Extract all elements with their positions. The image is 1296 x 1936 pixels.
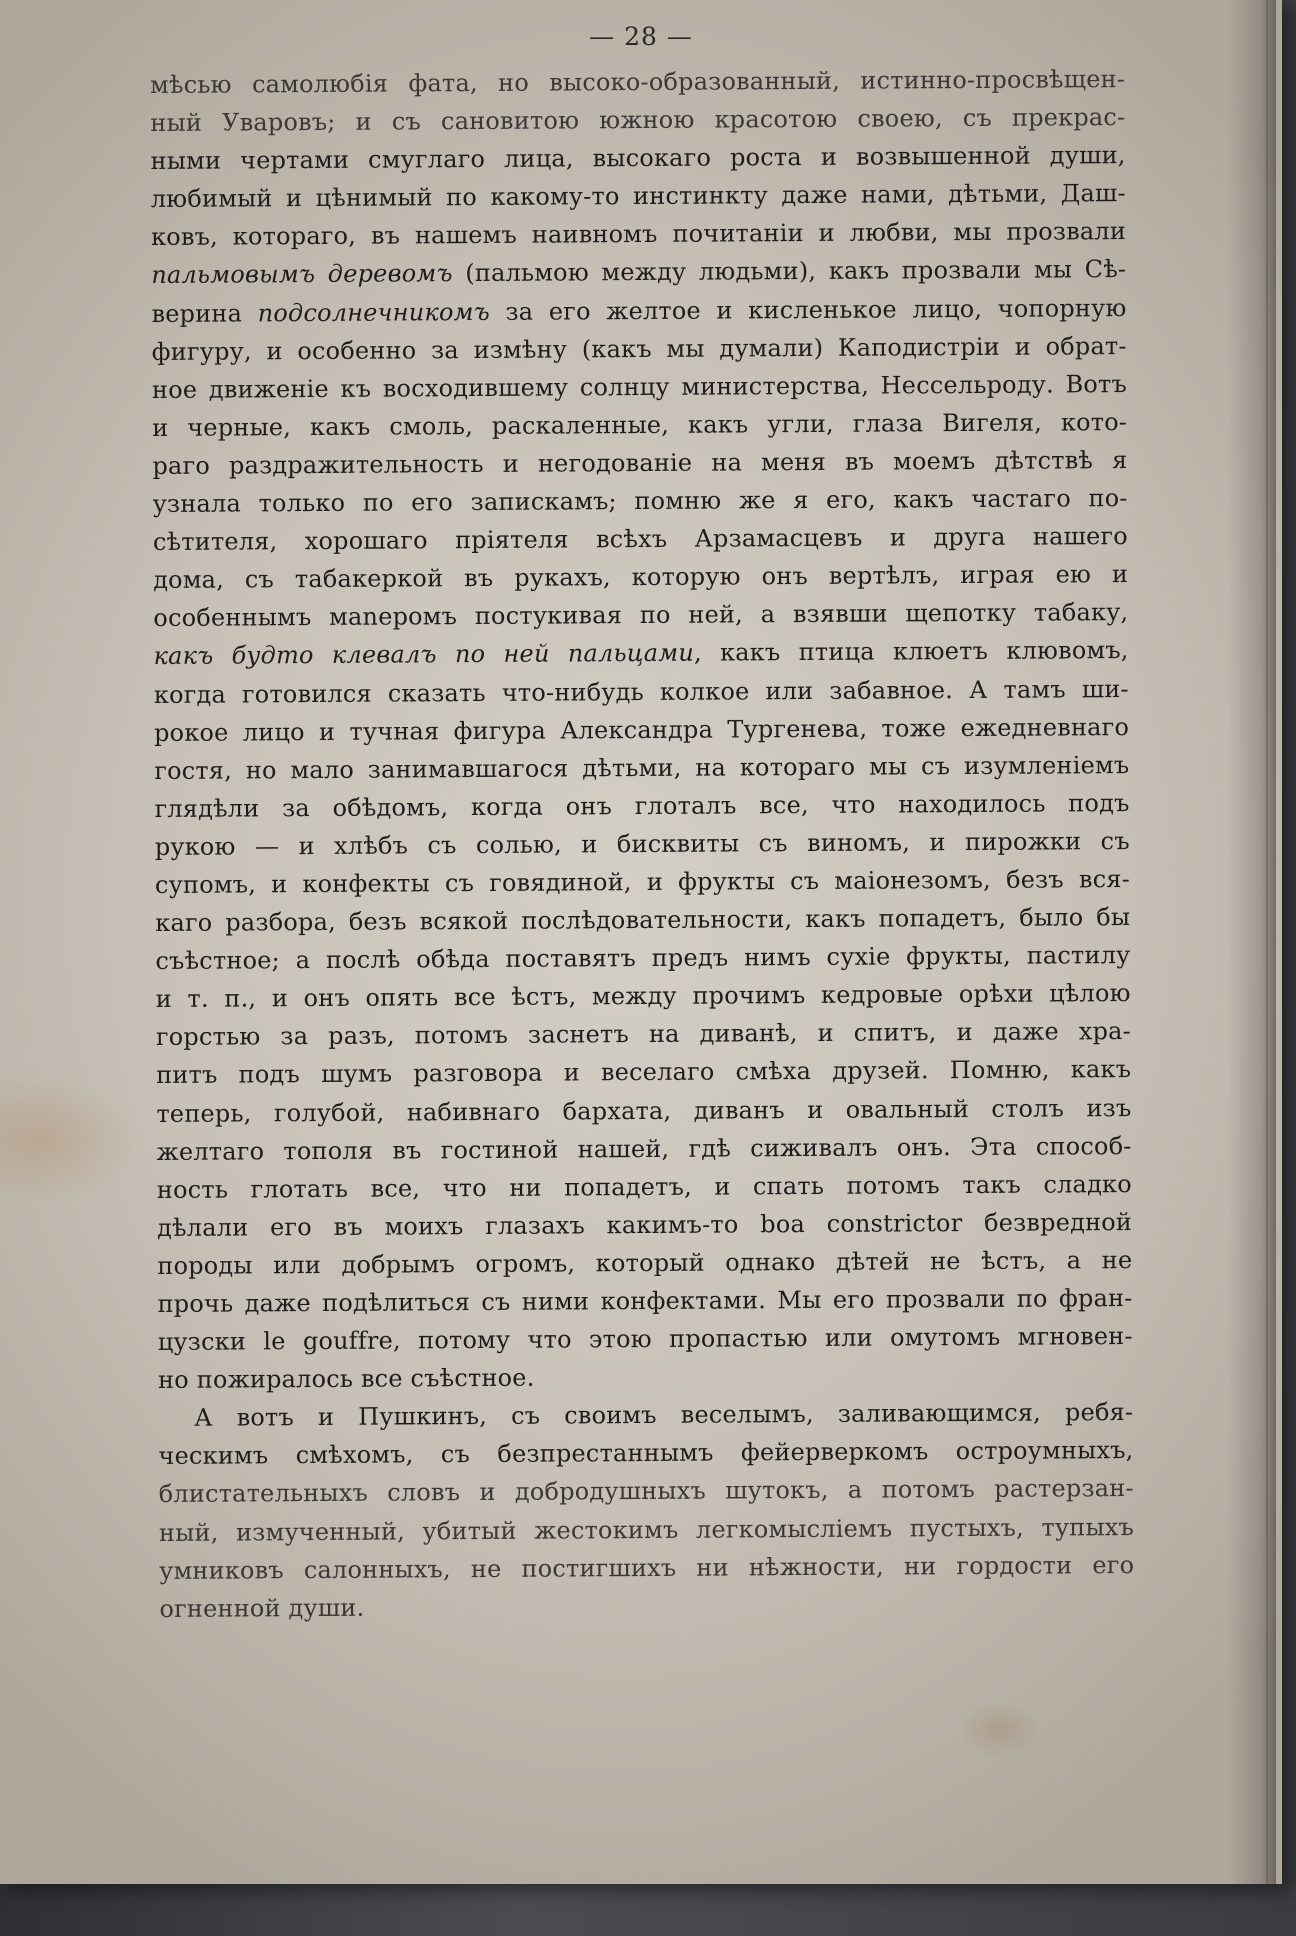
text-line: горстью за разъ, потомъ заснетъ на диванѣ, и спитъ, и даже хра- (155, 1017, 1132, 1052)
text-line-mixed (153, 631, 1128, 675)
text-line: огненной души. (159, 1593, 365, 1623)
text-line: раго раздражительность и негодованіе на меня въ моемъ дѣтствѣ я (152, 445, 1128, 480)
text-run: (пальмою между людьми), какъ прозвали мы Сѣ- (465, 255, 1127, 288)
text-line: когда готовился сказать что-нибудь колкое или забавное. А тамъ ши- (153, 674, 1129, 709)
text-line: особеннымъ маneромъ постукивая по ней, а взявши щепотку табаку, (153, 598, 1129, 633)
text-run: за его желтое и кисленькое лицо, чопорную (505, 293, 1127, 326)
text-line: породы или добрымъ огромъ, который однако дѣтей не ѣстъ, а не (157, 1245, 1133, 1280)
text-line: цузски le gouffre, потому что этою пропастью или омутомъ мгновен- (157, 1322, 1133, 1357)
text-run: , какъ птица клюетъ клювомъ, (693, 636, 1129, 668)
text-line: съѣстное; а послѣ обѣда поставятъ предъ нимъ сухіе фрукты, пастилу (155, 941, 1131, 976)
text-line: сѣтителя, хорошаго пріятеля всѣхъ Арзамасцевъ и друга нашего (152, 522, 1128, 557)
text-line: умниковъ салонныхъ, не постигшихъ ни нѣжности, ни гордости его (159, 1550, 1135, 1585)
text-line: ными чертами смуглаго лица, высокаго роста и возвышенной души, (150, 141, 1126, 176)
body-text (150, 60, 1135, 1628)
text-line: ный, измученный, убитый жестокимъ легкомысліемъ пустыхъ, тупыхъ (158, 1512, 1135, 1547)
text-line: дѣлали его въ моихъ глазахъ какимъ-то boa constrictor безвредной (157, 1207, 1133, 1242)
text-line: ковъ, котораго, въ нашемъ наивномъ почитаніи и любви, мы прозвали (150, 217, 1127, 252)
text-line: питъ подъ шумъ разговора и веселаго смѣха друзей. Помню, какъ (156, 1055, 1132, 1090)
text-line: желтаго тополя въ гостиной нашей, гдѣ сиживалъ онъ. Эта способ- (156, 1131, 1132, 1166)
text-line: рукою — и хлѣбъ съ солью, и бисквиты съ виномъ, и пирожки съ (154, 826, 1130, 861)
text-line: ное движеніе къ восходившему солнцу министерства, Нессельроду. Вотъ (151, 369, 1128, 404)
text-line: гостя, но мало занимавшагося дѣтьми, на котораго мы съ изумленіемъ (154, 750, 1130, 785)
text-line: и черные, какъ смоль, раскаленные, какъ угли, глаза Вигеля, кото- (152, 407, 1128, 442)
text-line: глядѣли за обѣдомъ, когда онъ глоталъ все, что находилось подъ (154, 788, 1130, 823)
italic-phrase: подсолнечникомъ (257, 297, 490, 327)
text-line: и т. п., и онъ опять все ѣстъ, между прочимъ кедровые орѣхи цѣлою (155, 979, 1131, 1014)
text-line-mixed (151, 289, 1126, 333)
text-line: каго разбора, безъ всякой послѣдовательности, какъ попадетъ, было бы (155, 903, 1131, 938)
text-line: ный Уваровъ; и съ сановитою южною красотою своею, съ прекрас- (150, 103, 1126, 138)
text-line: фигуру, и особенно за измѣну (какъ мы думали) Каподистріи и обрат- (151, 331, 1127, 366)
text-line: ческимъ смѣхомъ, съ безпрестаннымъ фейерверкомъ остроумныхъ, (158, 1436, 1134, 1471)
page-crease (1266, 0, 1268, 1884)
italic-phrase: пальмовымъ деревомъ (151, 259, 453, 290)
text-line: узнала только по его запискамъ; помню же я его, какъ частаго по- (152, 484, 1128, 519)
text-line: рокое лицо и тучная фигура Александра Тургенева, тоже ежедневнаго (153, 712, 1130, 747)
page-edge-shadow (1228, 0, 1276, 1884)
text-line: супомъ, и конфекты съ говядиной, и фрукты съ маіонезомъ, безъ вся- (154, 864, 1131, 899)
text-line: дома, съ табакеркой въ рукахъ, которую онъ вертѣлъ, играя ею и (153, 560, 1129, 595)
text-line: теперь, голубой, набивнаго бархата, диванъ и овальный столъ изъ (156, 1093, 1132, 1128)
italic-phrase: какъ будто клевалъ по ней пальцами (153, 639, 695, 671)
text-line: но пожиралось все съѣстное. (157, 1363, 535, 1395)
text-line-mixed (151, 251, 1126, 295)
text-run: верина (151, 299, 243, 328)
text-line: блистательныхъ словъ и добродушныхъ шутокъ, а потомъ растерзан- (158, 1474, 1134, 1509)
paragraph-start: А вотъ и Пушкинъ, съ своимъ веселымъ, заливающимся, ребя- (194, 1398, 1134, 1433)
text-line: мѣсью самолюбія фата, но высоко-образованный, истинно-просвѣщен- (150, 65, 1126, 99)
page-number: — 28 — (589, 22, 693, 51)
text-line: прочь даже подѣлиться съ ними конфектами. Мы его прозвали по фран- (157, 1284, 1133, 1318)
text-line: ность глотать все, что ни попадетъ, и спать потомъ такъ сладко (156, 1169, 1132, 1204)
text-line: любимый и цѣнимый по какому-то инстинкту даже нами, дѣтьми, Даш- (150, 179, 1126, 214)
